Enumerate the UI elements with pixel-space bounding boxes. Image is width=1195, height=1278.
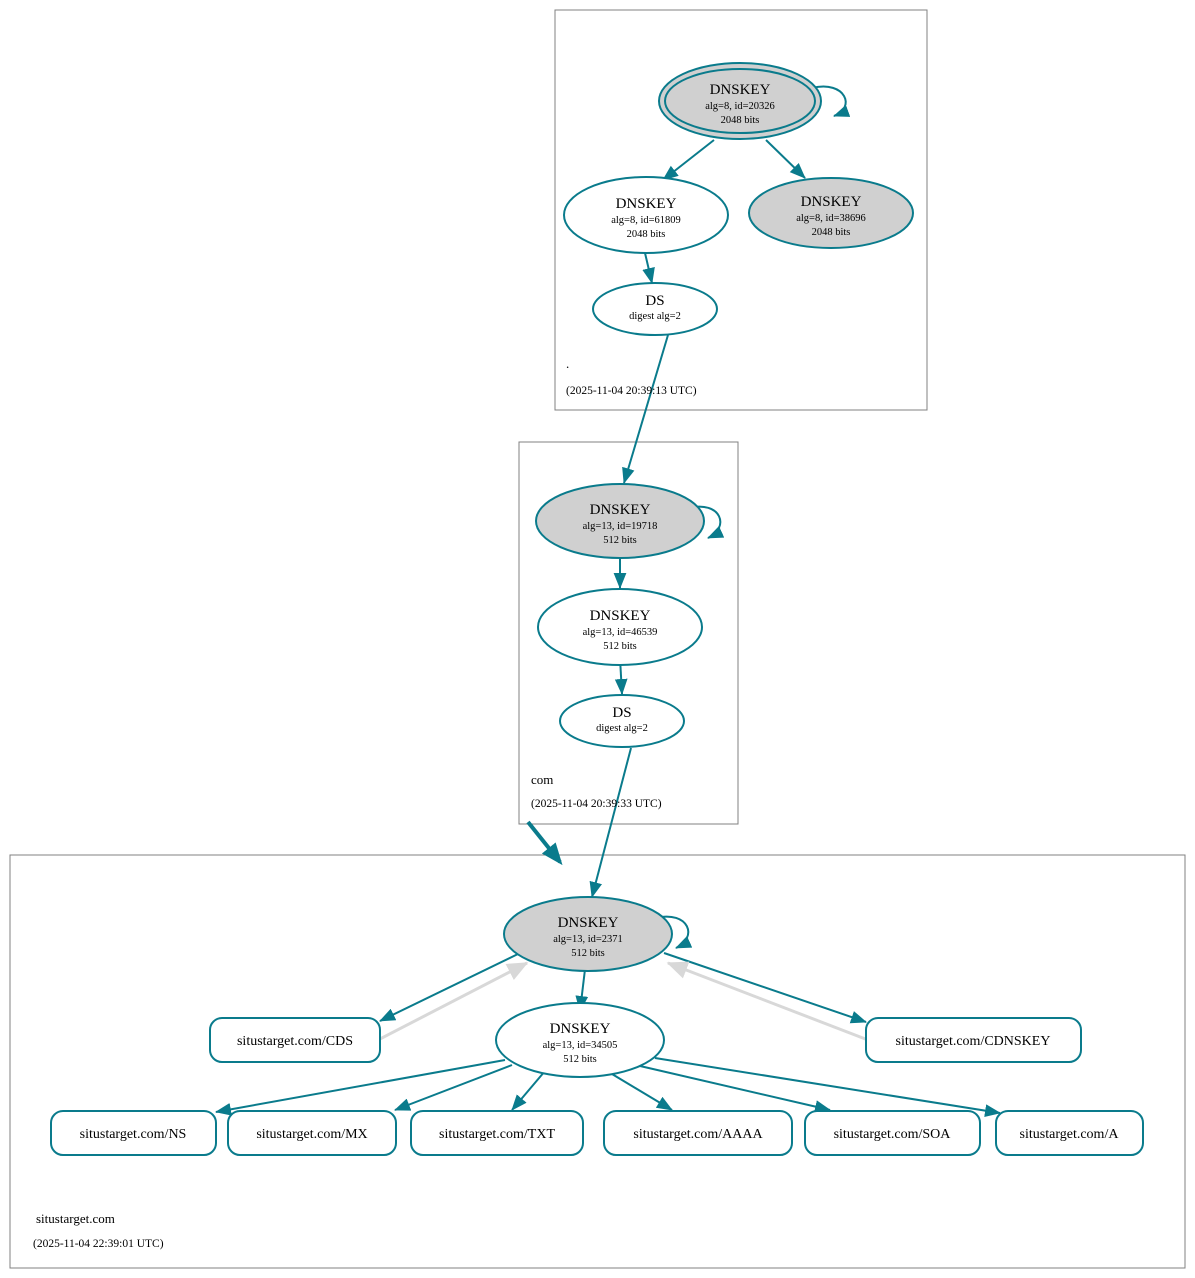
- rrset-cds-label: situstarget.com/CDS: [236, 1034, 354, 1049]
- rrset-cds[interactable]: [210, 1018, 380, 1062]
- zone-timestamp-situstarget: (2025-11-04 22:39:01 UTC): [33, 1238, 164, 1250]
- node-root-other-title: DNSKEY: [800, 194, 862, 210]
- node-zone-ksk-line3: 512 bits: [571, 948, 605, 959]
- node-root-other-line3: 2048 bits: [811, 227, 851, 238]
- node-root-zsk-line3: 2048 bits: [626, 229, 666, 240]
- edge-com-delegation: [528, 822, 560, 862]
- edge-zone-zsk-to-ns: [216, 1060, 505, 1112]
- node-zone-zsk-line3: 512 bits: [563, 1054, 597, 1065]
- node-zone-zsk[interactable]: [496, 1003, 664, 1077]
- node-com-zsk[interactable]: [538, 589, 702, 665]
- node-zone-zsk-line2: alg=13, id=34505: [542, 1040, 618, 1051]
- zone-timestamp-root: (2025-11-04 20:39:13 UTC): [566, 385, 697, 397]
- rrset-cdnskey-label: situstarget.com/CDNSKEY: [895, 1034, 1051, 1049]
- node-root-zsk-line2: alg=8, id=61809: [611, 215, 681, 226]
- edge-zone-ksk-to-cds: [380, 953, 520, 1021]
- edge-zone-zsk-to-mx: [395, 1065, 512, 1110]
- rrset-txt[interactable]: [411, 1111, 583, 1155]
- node-com-ksk[interactable]: [536, 484, 704, 558]
- node-root-zsk-title: DNSKEY: [615, 196, 677, 212]
- rrset-mx-label: situstarget.com/MX: [256, 1127, 368, 1142]
- node-com-ksk-title: DNSKEY: [589, 502, 651, 518]
- rrset-soa-label: situstarget.com/SOA: [833, 1127, 951, 1142]
- node-root-other-line2: alg=8, id=38696: [796, 213, 866, 224]
- node-com-zsk-line3: 512 bits: [603, 641, 637, 652]
- node-root-ksk-title: DNSKEY: [709, 82, 771, 98]
- node-root-zsk[interactable]: [564, 177, 728, 253]
- edge-com-ds-to-zone-ksk: [592, 748, 631, 897]
- rrset-ns[interactable]: [51, 1111, 216, 1155]
- edge-zone-zsk-to-soa: [640, 1066, 830, 1110]
- rrset-cdnskey[interactable]: [866, 1018, 1081, 1062]
- edge-root-ksk-to-other: [766, 140, 805, 178]
- rrset-mx[interactable]: [228, 1111, 396, 1155]
- node-zone-ksk-title: DNSKEY: [557, 915, 619, 931]
- edge-root-zsk-to-ds: [645, 253, 652, 283]
- node-root-ds-title: DS: [645, 293, 665, 309]
- rrset-txt-label: situstarget.com/TXT: [439, 1127, 555, 1142]
- node-root-ds-line2: digest alg=2: [629, 311, 681, 322]
- rrset-aaaa-label: situstarget.com/AAAA: [633, 1127, 763, 1142]
- node-com-zsk-line2: alg=13, id=46539: [582, 627, 658, 638]
- rrset-soa[interactable]: [805, 1111, 980, 1155]
- zone-timestamp-com: (2025-11-04 20:39:33 UTC): [531, 798, 662, 810]
- edge-zone-zsk-to-aaaa: [607, 1071, 672, 1110]
- node-root-ds[interactable]: [593, 283, 717, 335]
- rrset-ns-label: situstarget.com/NS: [79, 1127, 187, 1142]
- node-zone-ksk-line2: alg=13, id=2371: [553, 934, 623, 945]
- node-root-ksk-line2: alg=8, id=20326: [705, 101, 775, 112]
- rrset-a-label: situstarget.com/A: [1019, 1127, 1119, 1142]
- node-com-ds-line2: digest alg=2: [596, 723, 648, 734]
- edge-root-ksk-to-zsk: [663, 140, 714, 180]
- node-com-ds[interactable]: [560, 695, 684, 747]
- node-zone-zsk-title: DNSKEY: [549, 1021, 611, 1037]
- edge-cdnskey-to-zone-ksk: [668, 963, 868, 1040]
- rrset-a[interactable]: [996, 1111, 1143, 1155]
- node-com-ksk-line2: alg=13, id=19718: [582, 521, 658, 532]
- zone-label-com: com: [531, 772, 554, 787]
- node-zone-ksk[interactable]: [504, 897, 672, 971]
- edge-root-ds-to-com-ksk: [624, 335, 668, 483]
- node-root-ksk[interactable]: [659, 63, 821, 139]
- zone-label-situstarget: situstarget.com: [36, 1211, 115, 1226]
- node-com-ksk-line3: 512 bits: [603, 535, 637, 546]
- rrset-aaaa[interactable]: [604, 1111, 792, 1155]
- edge-zone-zsk-to-a: [655, 1058, 1000, 1113]
- node-com-ds-title: DS: [612, 705, 632, 721]
- edge-zone-zsk-to-txt: [512, 1071, 545, 1110]
- node-root-dnskey-38696[interactable]: [749, 178, 913, 248]
- node-com-zsk-title: DNSKEY: [589, 608, 651, 624]
- node-root-ksk-line3: 2048 bits: [720, 115, 760, 126]
- zone-label-root: .: [566, 356, 570, 371]
- edge-zone-ksk-to-cdnskey: [664, 953, 866, 1022]
